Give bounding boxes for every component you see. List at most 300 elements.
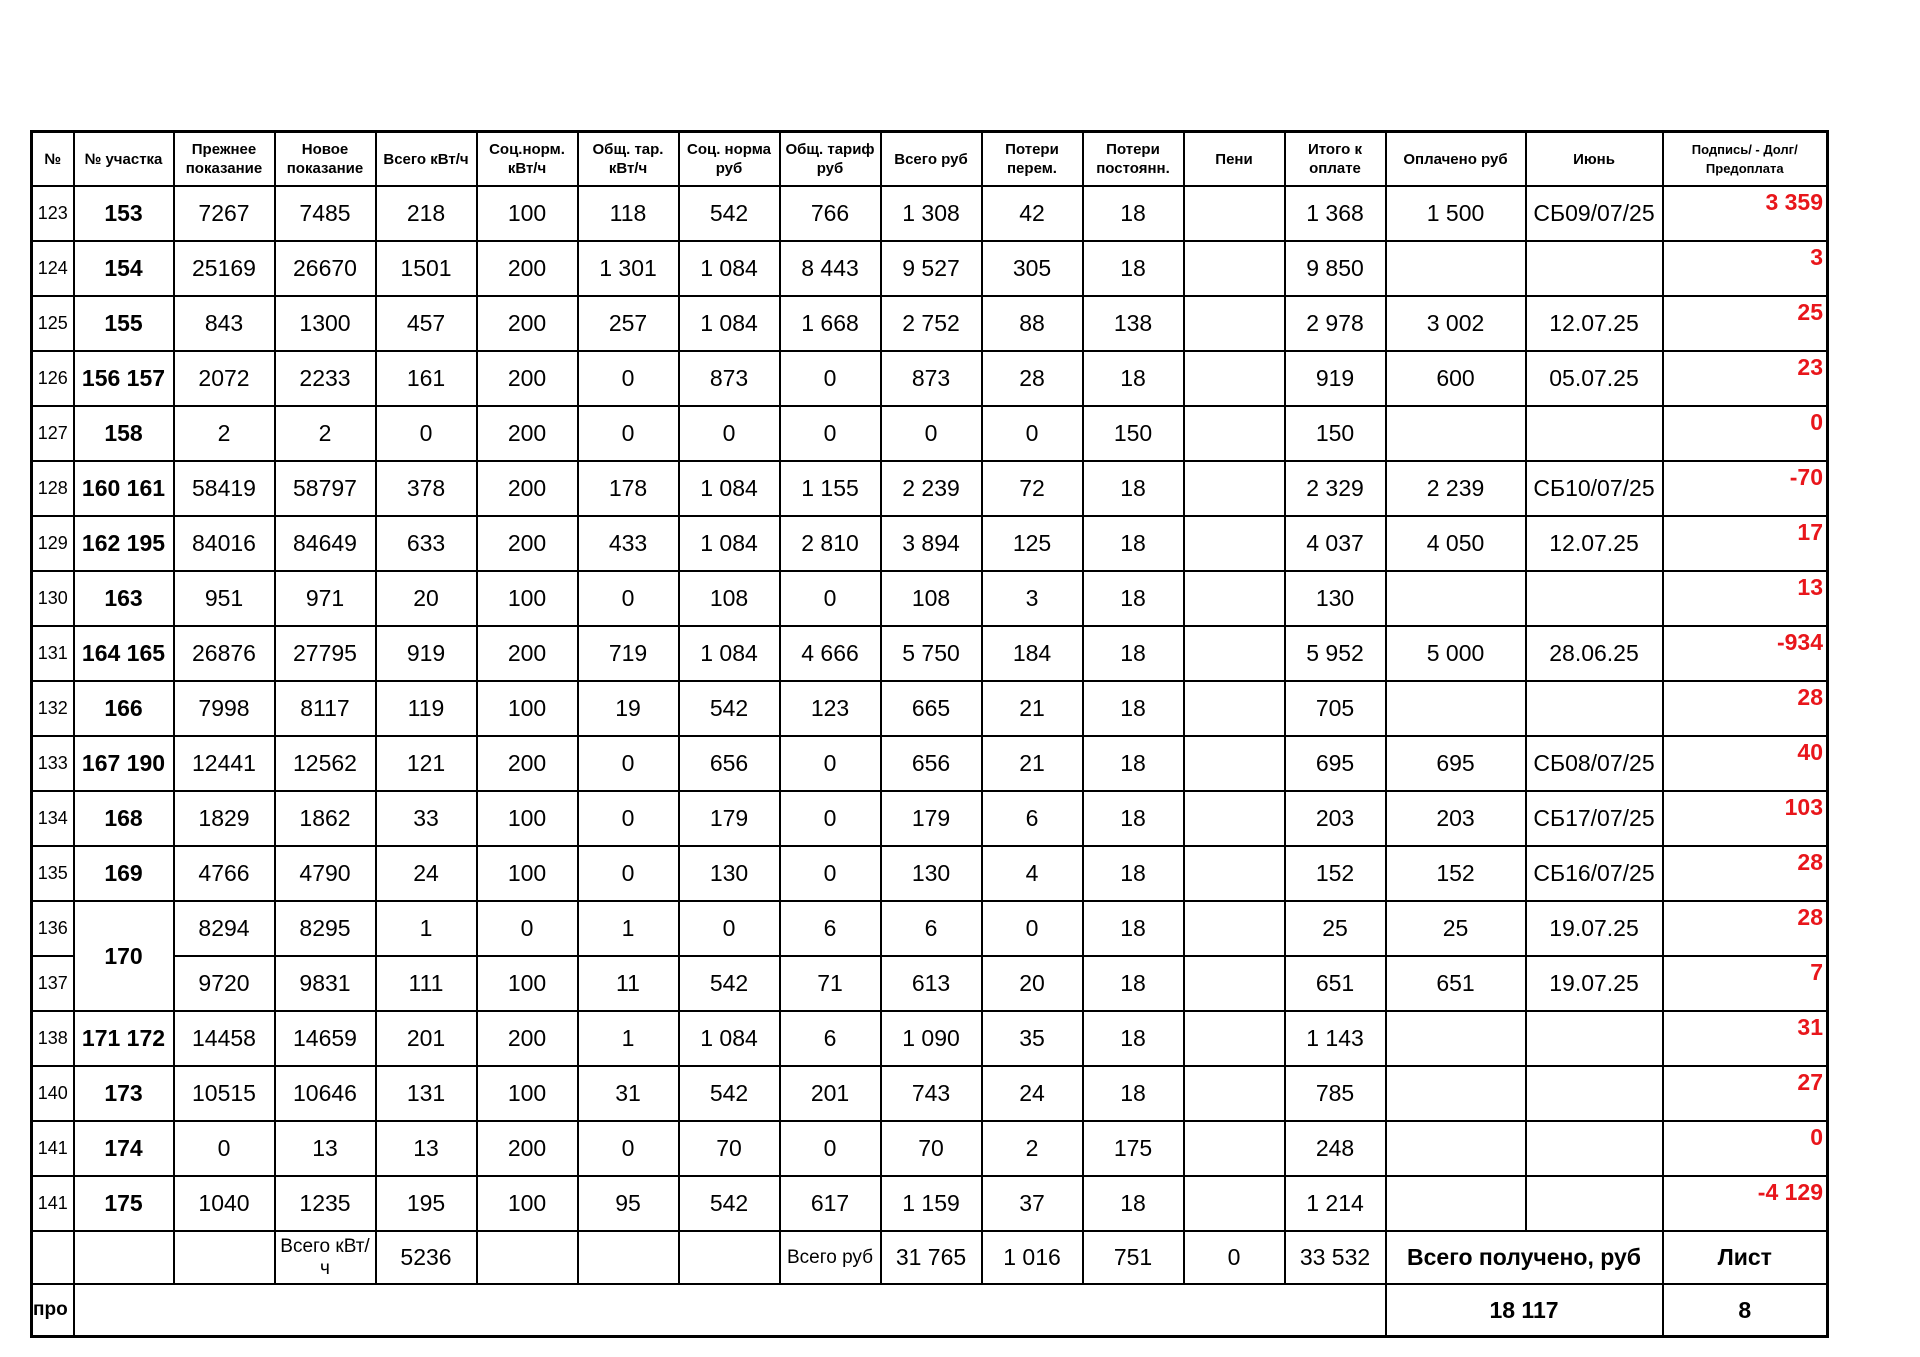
previous-reading: 26876	[174, 626, 275, 681]
paid-rub	[1386, 241, 1526, 296]
balance: -70	[1663, 461, 1828, 516]
row-number: 140	[32, 1066, 74, 1121]
social-norm-kwh: 200	[477, 241, 578, 296]
losses-variable: 184	[982, 626, 1083, 681]
social-norm-rub: 1 084	[679, 1011, 780, 1066]
losses-variable: 125	[982, 516, 1083, 571]
total-kwh: 218	[376, 186, 477, 241]
balance: 17	[1663, 516, 1828, 571]
general-tariff-rub: 4 666	[780, 626, 881, 681]
penalty	[1184, 956, 1285, 1011]
totals-empty	[74, 1231, 174, 1284]
previous-reading: 84016	[174, 516, 275, 571]
general-tariff-rub: 6	[780, 901, 881, 956]
column-header: Соц.норм. кВт/ч	[477, 132, 578, 187]
balance: -4 129	[1663, 1176, 1828, 1231]
column-header: №	[32, 132, 74, 187]
paid-rub: 600	[1386, 351, 1526, 406]
balance: 0	[1663, 406, 1828, 461]
table-row	[32, 461, 1828, 516]
general-tariff-rub: 123	[780, 681, 881, 736]
june-payment	[1526, 681, 1663, 736]
total-received-label: Всего получено, руб	[1386, 1231, 1663, 1284]
amount-due: 4 037	[1285, 516, 1386, 571]
sheet-label: Лист	[1663, 1231, 1828, 1284]
social-norm-kwh: 0	[477, 901, 578, 956]
penalty	[1184, 626, 1285, 681]
table-row	[32, 1176, 1828, 1231]
losses-variable: 21	[982, 736, 1083, 791]
june-payment: 19.07.25	[1526, 956, 1663, 1011]
social-norm-rub: 0	[679, 901, 780, 956]
totals-row	[32, 1231, 1828, 1284]
losses-variable: 35	[982, 1011, 1083, 1066]
row-number: 128	[32, 461, 74, 516]
paid-rub	[1386, 681, 1526, 736]
june-payment	[1526, 1066, 1663, 1121]
social-norm-kwh: 200	[477, 1011, 578, 1066]
june-payment	[1526, 241, 1663, 296]
losses-constant: 18	[1083, 241, 1184, 296]
penalty	[1184, 186, 1285, 241]
table-row	[32, 901, 1828, 956]
balance: 25	[1663, 296, 1828, 351]
june-payment: 05.07.25	[1526, 351, 1663, 406]
new-reading: 84649	[275, 516, 376, 571]
social-norm-rub: 1 084	[679, 461, 780, 516]
june-payment: СБ08/07/25	[1526, 736, 1663, 791]
row-number: 137	[32, 956, 74, 1011]
billing-table	[30, 130, 1829, 1338]
previous-reading: 7267	[174, 186, 275, 241]
previous-reading: 951	[174, 571, 275, 626]
new-reading: 12562	[275, 736, 376, 791]
losses-constant: 18	[1083, 351, 1184, 406]
column-header: Потери постоянн.	[1083, 132, 1184, 187]
balance: 13	[1663, 571, 1828, 626]
balance: 40	[1663, 736, 1828, 791]
social-norm-kwh: 100	[477, 1176, 578, 1231]
paid-rub: 5 000	[1386, 626, 1526, 681]
social-norm-rub: 542	[679, 956, 780, 1011]
balance: 28	[1663, 681, 1828, 736]
total-rub: 70	[881, 1121, 982, 1176]
general-tariff-kwh: 19	[578, 681, 679, 736]
general-tariff-rub: 0	[780, 571, 881, 626]
total-kwh: 5236	[376, 1231, 477, 1284]
new-reading: 10646	[275, 1066, 376, 1121]
column-header: Прежнее показание	[174, 132, 275, 187]
previous-reading: 12441	[174, 736, 275, 791]
losses-variable: 20	[982, 956, 1083, 1011]
paid-rub: 651	[1386, 956, 1526, 1011]
plot-number: 173	[74, 1066, 174, 1121]
general-tariff-kwh: 95	[578, 1176, 679, 1231]
social-norm-rub: 1 084	[679, 516, 780, 571]
social-norm-kwh: 100	[477, 956, 578, 1011]
losses-constant: 18	[1083, 681, 1184, 736]
general-tariff-kwh: 0	[578, 736, 679, 791]
new-reading: 7485	[275, 186, 376, 241]
previous-reading: 7998	[174, 681, 275, 736]
amount-due: 919	[1285, 351, 1386, 406]
table-row	[32, 626, 1828, 681]
general-tariff-rub: 617	[780, 1176, 881, 1231]
penalty	[1184, 571, 1285, 626]
balance: 28	[1663, 846, 1828, 901]
row-number: 134	[32, 791, 74, 846]
social-norm-rub: 108	[679, 571, 780, 626]
total-kwh: 24	[376, 846, 477, 901]
social-norm-rub: 542	[679, 1176, 780, 1231]
penalty	[1184, 241, 1285, 296]
balance: -934	[1663, 626, 1828, 681]
total-kwh: 13	[376, 1121, 477, 1176]
penalty	[1184, 461, 1285, 516]
total-loss-var: 1 016	[982, 1231, 1083, 1284]
june-payment	[1526, 1121, 1663, 1176]
column-header: Оплачено руб	[1386, 132, 1526, 187]
plot-number: 175	[74, 1176, 174, 1231]
amount-due: 1 368	[1285, 186, 1386, 241]
new-reading: 1300	[275, 296, 376, 351]
social-norm-rub: 1 084	[679, 296, 780, 351]
general-tariff-kwh: 11	[578, 956, 679, 1011]
table-row	[32, 791, 1828, 846]
table-row	[32, 736, 1828, 791]
penalty	[1184, 736, 1285, 791]
total-loss-const: 751	[1083, 1231, 1184, 1284]
losses-constant: 18	[1083, 626, 1184, 681]
plot-number: 167 190	[74, 736, 174, 791]
paid-rub: 1 500	[1386, 186, 1526, 241]
paid-rub	[1386, 571, 1526, 626]
social-norm-rub: 130	[679, 846, 780, 901]
table-row	[32, 1121, 1828, 1176]
column-header: Пени	[1184, 132, 1285, 187]
total-kwh: 161	[376, 351, 477, 406]
june-payment	[1526, 406, 1663, 461]
social-norm-kwh: 100	[477, 186, 578, 241]
losses-variable: 28	[982, 351, 1083, 406]
june-payment	[1526, 571, 1663, 626]
losses-constant: 18	[1083, 186, 1184, 241]
row-number: 136	[32, 901, 74, 956]
total-kwh: 1501	[376, 241, 477, 296]
new-reading: 4790	[275, 846, 376, 901]
losses-constant: 18	[1083, 956, 1184, 1011]
new-reading: 971	[275, 571, 376, 626]
general-tariff-rub: 0	[780, 736, 881, 791]
new-reading: 27795	[275, 626, 376, 681]
social-norm-rub: 70	[679, 1121, 780, 1176]
previous-reading: 9720	[174, 956, 275, 1011]
previous-reading: 1040	[174, 1176, 275, 1231]
total-rub: 2 239	[881, 461, 982, 516]
amount-due: 25	[1285, 901, 1386, 956]
general-tariff-kwh: 0	[578, 571, 679, 626]
previous-reading: 58419	[174, 461, 275, 516]
new-reading: 26670	[275, 241, 376, 296]
social-norm-rub: 542	[679, 186, 780, 241]
total-rub-label: Всего руб	[780, 1231, 881, 1284]
june-payment: 28.06.25	[1526, 626, 1663, 681]
paid-rub	[1386, 406, 1526, 461]
general-tariff-kwh: 1 301	[578, 241, 679, 296]
losses-variable: 2	[982, 1121, 1083, 1176]
social-norm-kwh: 100	[477, 846, 578, 901]
total-rub: 613	[881, 956, 982, 1011]
table-row	[32, 406, 1828, 461]
social-norm-rub: 542	[679, 681, 780, 736]
plot-number: 174	[74, 1121, 174, 1176]
penalty	[1184, 1121, 1285, 1176]
header-row	[32, 132, 1828, 187]
row-number: 126	[32, 351, 74, 406]
total-rub: 743	[881, 1066, 982, 1121]
table-row	[32, 571, 1828, 626]
paid-rub: 25	[1386, 901, 1526, 956]
paid-rub: 4 050	[1386, 516, 1526, 571]
losses-constant: 18	[1083, 516, 1184, 571]
column-header: Подпись/ - Долг/Предоплата	[1663, 132, 1828, 187]
paid-rub: 2 239	[1386, 461, 1526, 516]
general-tariff-kwh: 0	[578, 351, 679, 406]
table-row	[32, 186, 1828, 241]
general-tariff-kwh: 31	[578, 1066, 679, 1121]
totals-empty	[174, 1231, 275, 1284]
total-kwh: 33	[376, 791, 477, 846]
balance: 3 359	[1663, 186, 1828, 241]
general-tariff-rub: 0	[780, 1121, 881, 1176]
new-reading: 2233	[275, 351, 376, 406]
previous-reading: 8294	[174, 901, 275, 956]
general-tariff-kwh: 0	[578, 406, 679, 461]
previous-reading: 2072	[174, 351, 275, 406]
total-rub: 873	[881, 351, 982, 406]
losses-variable: 21	[982, 681, 1083, 736]
general-tariff-rub: 0	[780, 846, 881, 901]
social-norm-kwh: 100	[477, 1066, 578, 1121]
paid-rub: 152	[1386, 846, 1526, 901]
general-tariff-rub: 71	[780, 956, 881, 1011]
social-norm-kwh: 200	[477, 626, 578, 681]
amount-due: 1 143	[1285, 1011, 1386, 1066]
losses-variable: 0	[982, 406, 1083, 461]
table-row	[32, 351, 1828, 406]
penalty	[1184, 296, 1285, 351]
plot-number: 168	[74, 791, 174, 846]
row-number: 133	[32, 736, 74, 791]
plot-number: 163	[74, 571, 174, 626]
losses-constant: 18	[1083, 846, 1184, 901]
total-rub: 179	[881, 791, 982, 846]
total-rub: 0	[881, 406, 982, 461]
table-row	[32, 846, 1828, 901]
new-reading: 1862	[275, 791, 376, 846]
total-kwh: 201	[376, 1011, 477, 1066]
total-kwh: 378	[376, 461, 477, 516]
losses-variable: 305	[982, 241, 1083, 296]
balance: 103	[1663, 791, 1828, 846]
total-rub: 1 090	[881, 1011, 982, 1066]
amount-due: 9 850	[1285, 241, 1386, 296]
plot-number: 158	[74, 406, 174, 461]
paid-rub	[1386, 1066, 1526, 1121]
total-received: 18 117	[1386, 1284, 1663, 1337]
totals-empty	[477, 1231, 578, 1284]
total-rub: 665	[881, 681, 982, 736]
row-number: 129	[32, 516, 74, 571]
total-rub: 130	[881, 846, 982, 901]
total-rub: 2 752	[881, 296, 982, 351]
column-header: Итого к оплате	[1285, 132, 1386, 187]
amount-due: 2 329	[1285, 461, 1386, 516]
amount-due: 785	[1285, 1066, 1386, 1121]
total-rub: 9 527	[881, 241, 982, 296]
table-row	[32, 296, 1828, 351]
total-rub: 3 894	[881, 516, 982, 571]
total-rub: 1 308	[881, 186, 982, 241]
losses-constant: 18	[1083, 1011, 1184, 1066]
total-kwh: 0	[376, 406, 477, 461]
table-row	[32, 241, 1828, 296]
paid-rub: 3 002	[1386, 296, 1526, 351]
new-reading: 58797	[275, 461, 376, 516]
social-norm-rub: 179	[679, 791, 780, 846]
column-header: Потери перем.	[982, 132, 1083, 187]
column-header: Июнь	[1526, 132, 1663, 187]
total-kwh: 131	[376, 1066, 477, 1121]
previous-reading: 14458	[174, 1011, 275, 1066]
losses-constant: 18	[1083, 736, 1184, 791]
balance: 23	[1663, 351, 1828, 406]
losses-variable: 6	[982, 791, 1083, 846]
plot-number: 160 161	[74, 461, 174, 516]
row-number: 127	[32, 406, 74, 461]
column-header: Общ. тариф руб	[780, 132, 881, 187]
social-norm-rub: 542	[679, 1066, 780, 1121]
total-kwh: 119	[376, 681, 477, 736]
penalty	[1184, 681, 1285, 736]
plot-number: 164 165	[74, 626, 174, 681]
total-kwh: 633	[376, 516, 477, 571]
plot-number: 154	[74, 241, 174, 296]
losses-constant: 175	[1083, 1121, 1184, 1176]
footer-prefix: про	[32, 1284, 74, 1337]
losses-constant: 18	[1083, 791, 1184, 846]
social-norm-kwh: 100	[477, 681, 578, 736]
social-norm-kwh: 200	[477, 296, 578, 351]
total-rub: 108	[881, 571, 982, 626]
losses-variable: 72	[982, 461, 1083, 516]
previous-reading: 25169	[174, 241, 275, 296]
amount-due: 130	[1285, 571, 1386, 626]
paid-rub	[1386, 1176, 1526, 1231]
losses-constant: 18	[1083, 461, 1184, 516]
general-tariff-rub: 1 668	[780, 296, 881, 351]
plot-number: 155	[74, 296, 174, 351]
general-tariff-rub: 0	[780, 351, 881, 406]
balance: 28	[1663, 901, 1828, 956]
paid-rub: 203	[1386, 791, 1526, 846]
june-payment	[1526, 1176, 1663, 1231]
general-tariff-kwh: 118	[578, 186, 679, 241]
june-payment: СБ10/07/25	[1526, 461, 1663, 516]
losses-variable: 24	[982, 1066, 1083, 1121]
social-norm-rub: 873	[679, 351, 780, 406]
total-kwh: 111	[376, 956, 477, 1011]
new-reading: 13	[275, 1121, 376, 1176]
total-kwh: 20	[376, 571, 477, 626]
previous-reading: 4766	[174, 846, 275, 901]
general-tariff-rub: 8 443	[780, 241, 881, 296]
social-norm-rub: 656	[679, 736, 780, 791]
row-number: 141	[32, 1121, 74, 1176]
total-rub: 1 159	[881, 1176, 982, 1231]
losses-variable: 4	[982, 846, 1083, 901]
social-norm-kwh: 200	[477, 351, 578, 406]
table-row	[32, 681, 1828, 736]
general-tariff-kwh: 0	[578, 846, 679, 901]
general-tariff-kwh: 178	[578, 461, 679, 516]
social-norm-kwh: 200	[477, 461, 578, 516]
penalty	[1184, 846, 1285, 901]
general-tariff-rub: 1 155	[780, 461, 881, 516]
general-tariff-rub: 0	[780, 406, 881, 461]
table-row	[32, 1011, 1828, 1066]
row-number: 123	[32, 186, 74, 241]
general-tariff-rub: 766	[780, 186, 881, 241]
penalty	[1184, 791, 1285, 846]
row-number: 141	[32, 1176, 74, 1231]
previous-reading: 1829	[174, 791, 275, 846]
penalty	[1184, 1176, 1285, 1231]
total-kwh: 457	[376, 296, 477, 351]
new-reading: 8117	[275, 681, 376, 736]
totals-empty	[32, 1231, 74, 1284]
total-rub: 5 750	[881, 626, 982, 681]
row-number: 138	[32, 1011, 74, 1066]
footer-row	[32, 1284, 1828, 1337]
general-tariff-rub: 201	[780, 1066, 881, 1121]
total-rub: 656	[881, 736, 982, 791]
penalty	[1184, 1011, 1285, 1066]
total-peni: 0	[1184, 1231, 1285, 1284]
june-payment: 12.07.25	[1526, 516, 1663, 571]
social-norm-kwh: 100	[477, 571, 578, 626]
amount-due: 150	[1285, 406, 1386, 461]
new-reading: 2	[275, 406, 376, 461]
general-tariff-kwh: 257	[578, 296, 679, 351]
general-tariff-kwh: 0	[578, 791, 679, 846]
column-header: Общ. тар. кВт/ч	[578, 132, 679, 187]
balance: 27	[1663, 1066, 1828, 1121]
row-number: 130	[32, 571, 74, 626]
june-payment: СБ16/07/25	[1526, 846, 1663, 901]
totals-empty	[578, 1231, 679, 1284]
losses-variable: 3	[982, 571, 1083, 626]
general-tariff-kwh: 719	[578, 626, 679, 681]
penalty	[1184, 406, 1285, 461]
new-reading: 8295	[275, 901, 376, 956]
new-reading: 9831	[275, 956, 376, 1011]
amount-due: 203	[1285, 791, 1386, 846]
general-tariff-kwh: 433	[578, 516, 679, 571]
amount-due: 695	[1285, 736, 1386, 791]
general-tariff-rub: 6	[780, 1011, 881, 1066]
column-header: Всего руб	[881, 132, 982, 187]
